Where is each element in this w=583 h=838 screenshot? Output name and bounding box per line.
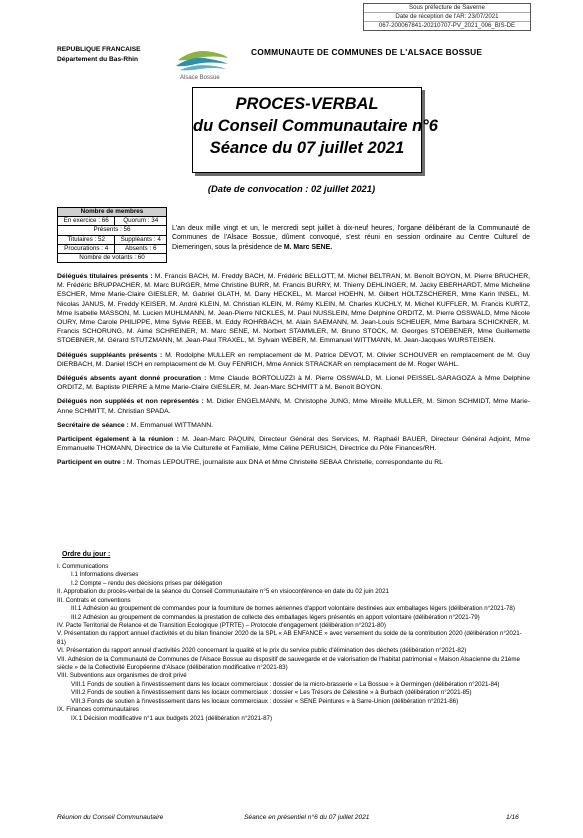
participent-text: M. Jean-Marc PAQUIN, Directeur Général des Services, M. Raphaël BAUER, Directeur Général Adjoint, Mme Emmanuelle THOMANN, Directrice de la Vie Culturelle et Familiale, Mme Céline PERUSICH, Directrice du Pôle Finances/RH. [57,436,530,453]
non-suppleés-paragraph [57,397,530,415]
titulaires-paragraph [57,272,530,346]
absents-cell: Absents : 6 [115,244,167,253]
outre-paragraph [57,458,530,467]
agenda-item: III.2 Adhésion au groupement de commandes la prestation de collecte des emballages légers présentés en apport volontaire (délibération n°2021-79) [71,613,480,621]
quorum-cell: Quorum : 34 [115,217,167,226]
agenda-item: II. Approbation du procès-verbal de la séance du Conseil Communautaire n°5 en visioconférence en date du 02 juin 2021 [57,588,390,596]
logo-text: Alsace Bossue [180,75,220,81]
procuration-paragraph [57,374,530,392]
agenda-item: III.1 Adhésion au groupement de commandes pour la fourniture de bornes aériennes d'apport volontaire destinées aux emballages légers (délibération n°2021-78) [71,605,515,613]
suppleants-label: Délégués suppléants présents : [57,351,166,359]
stamp-line: Date de réception de l'AR: 23/07/2021 [364,13,530,22]
non-suppleés-label: Délégués non suppléés et non représentés : [57,398,207,406]
agenda-item: VIII.3 Fonds de soutien à l'investissement dans les locaux commerciaux : dossier « SENE Peintures » à Sarre-Union (délibération n°2021-86) [71,697,459,705]
stamp-line: 067-200067841-20210707-PV_2021_006_BIS-DE [378,21,516,29]
votants-cell: Nombre de votants : 60 [58,254,167,263]
presents-cell: Présents : 56 [58,226,167,235]
non-suppleés-text: M. Didier ENGELMANN, M. Christophe JUNG, Mme Mireille MULLER, M. Simon SCHMIDT, Mme Marie-Anne SCHMITT, M. Christian SPADA. [57,398,530,415]
republic-header [57,45,141,65]
intro-text: L'an deux mille vingt et un, le mercredi sept juillet à dix-neuf heures, l'organe délibérant de la Communauté de Communes de l'Alsace Bossue, dûment convoqué, s'est réuni en session ordinaire au Centre Culturel de Diemeringen, sous la présidence de [172,225,530,251]
members-table [57,207,167,263]
suppleants-text: M. Rodolphe MULLER en remplacement de M. Patrice DEVOT, M. Olivier SCHOUVER en remplacement de M. Guy DIERBACH, M. Daniel ISCH en remplacement de M. Guy FENRICH, Mme Annick STRACKAR en remplacement de M. Roger WAHL. [57,351,531,368]
en-exercice-cell: En exercice : 66 [58,217,115,226]
suppleants-paragraph [57,351,530,369]
agenda-item: I.2 Compte – rendu des décisions prises par délégation [71,579,223,587]
footer-center: Séance en présentiel n°6 du 07 juillet 2021 [244,814,370,821]
members-header: Nombre de membres [58,208,167,217]
suppleants-cell: Suppléants : 4 [115,235,167,244]
president-name: M. Marc SENE. [283,243,333,251]
title-line-2: du Conseil Communautaire n°6 [193,116,438,135]
attendance-section [57,272,530,473]
agenda-item: I.1 Informations diverses [71,571,139,579]
stamp-line: Sous préfecture de Saverne [364,4,530,13]
community-name: COMMUNAUTE DE COMMUNES DE L'ALSACE BOSSUE [251,47,483,57]
procurations-cell: Procurations : 4 [58,244,115,253]
agenda-item: III. Contrats et conventions [57,596,131,604]
agenda-item: VII. Adhésion de la Communauté de Communes de l'Alsace Bossue au dispositif de sauvegarde et de valorisation de l'habitat patrimonial « Maison Alsacienne du 21ème siècle » de la Collectivité Européenne d'Alsace (délibération modificative n°2021-83) [57,655,520,672]
titulaires-label: Délégués titulaires présents : [57,273,155,280]
agenda-item: VIII.1 Fonds de soutien à l'investissement dans les locaux commerciaux : dossier de la micro-brasserie « La Bossue » à Oermingen (délibération n°2021-84) [71,680,500,688]
participent-paragraph [57,435,530,453]
titulaires-text: M. Francis BACH, M. Freddy BACH, M. Frédéric BELLOTT, M. Michel BELTRAN, M. Benoît BOYON, M. Pierre BRUCHER, M. Frédéric BRUPPACHER, M. Marc BURGER, Mme Christine BURR, M. Francis BURRY, M. Thierry DEHLINGER, M. Jacky EBERHARDT, Mme Micheline ESCHER, Mme Marie-Claire GIESLER, M. Gabriel GLATH, M. Dany HECKEL, M. Marcel HOEHN, M. Gilbert HOLTZSCHERER, Mme Karin INSEL, M. Nicolas JANUS, M. Freddy KEISER, M. André KLEIN, M. Christian KLEIN, M. Rémy KLEIN, M. Charles KUCHLY, M. Michel KUFFLER, M. Francis KURTZ, Mme Isabelle MASSON, M. Lucien MUHLMANN, M. Jean-Pierre NICKLES, M. Paul NUSSLEIN, Mme Delphine ORDITZ, M. Pierre OSSWALD, Mme Nicole OURY, Mme Carole PHILIPPE, Mme Sylvie REEB, M. Eddy ROHRBACH, M. Alain SAEMANN, M. Jean-Louis SCHEUER, Mme Barbara SCHICKNER, M. Francis SCHORUNG, M. Aimé SCHREINER, M. Marc SENE, M. Norbert STAMMLER, M. Bruno STOCK, M. Georges STOEBENER, Mme Guillemette STOEBNER, M. Gérard STUTZMANN, M. Jean-Paul TRAXEL, M. Sylvain WEBER, M. Emmanuel WITTMANN, M. Jean-Jacques WURSTEISEN. [57,273,530,345]
procuration-label: Délégués absents ayant donné procuration : [57,375,210,383]
prefecture-stamp [363,3,531,31]
agenda-item: VI. Présentation du rapport annuel d'activités 2020 concernant la qualité et le prix du service public d'élimination des déchets (délibération n°2021-82) [57,647,467,655]
agenda-title: Ordre du jour : [62,551,111,558]
agenda-item: VIII. Subventions aux organismes de droit privé [57,672,187,680]
agenda-item: I. Communications [57,563,109,570]
outre-text: M. Thomas LEPOUTRE, journaliste aux DNA et Mme Christelle SEBAA Christelle, correspondante du RL [126,459,443,467]
agenda-item: V. Présentation du rapport annuel d'activités et du bilan financier 2020 de la SPL « AB ENFANCE » avec versement du solde de la contribution 2020 (délibération n°2021-81) [57,630,522,646]
title-line-1: PROCES-VERBAL [235,95,379,113]
procuration-text: Mme Claude BORTOLUZZI à M. Pierre OSSWALD, M. Lionel PEISSEL-SARAGOZA à Mme Delphine ORDITZ, M. Baptiste PIERRE à Mme Marie-Claire GIESLER, M. Jean-Marc SCHMITT à M. Benoît BOYON. [57,375,530,392]
secretaire-paragraph [57,421,530,430]
republique-label: REPUBLIQUE FRANCAISE [57,46,141,53]
agenda-item: IV. Pacte Territorial de Relance et de Transition Ecologique (PTRTE) – Protocole d'engagement (délibération n°2021-80) [57,621,386,629]
departement-label: Département du Bas-Rhin [57,55,138,63]
agenda-list [57,563,530,723]
agenda-item: VIII.2 Fonds de soutien à l'investissement dans les locaux commerciaux : dossier « Les Trésors de Célestine » à Burbach (délibération n°2021-85) [71,689,472,697]
title-box [192,87,438,173]
agenda-item: IX.1 Décision modificative n°1 aux budgets 2021 (délibération n°2021-87) [71,714,273,722]
intro-paragraph [172,224,530,252]
agenda-item: IX. Finances communautaires [57,706,139,714]
footer-left: Réunion du Conseil Communautaire [57,814,164,821]
alsace-bossue-logo [172,42,232,82]
outre-label: Participent en outre : [57,459,127,467]
title-line-3: Séance du 07 juillet 2021 [209,138,405,157]
convocation-date: (Date de convocation : 02 juillet 2021) [207,183,376,194]
secretaire-label: Secrétaire de séance : [57,421,131,429]
participent-label: Participent également à la réunion : [57,436,183,444]
footer-page-number: 1/16 [506,814,519,821]
titulaires-cell: Titulaires : 52 [58,235,115,244]
secretaire-text: M. Emmanuel WITTMANN. [130,421,214,429]
